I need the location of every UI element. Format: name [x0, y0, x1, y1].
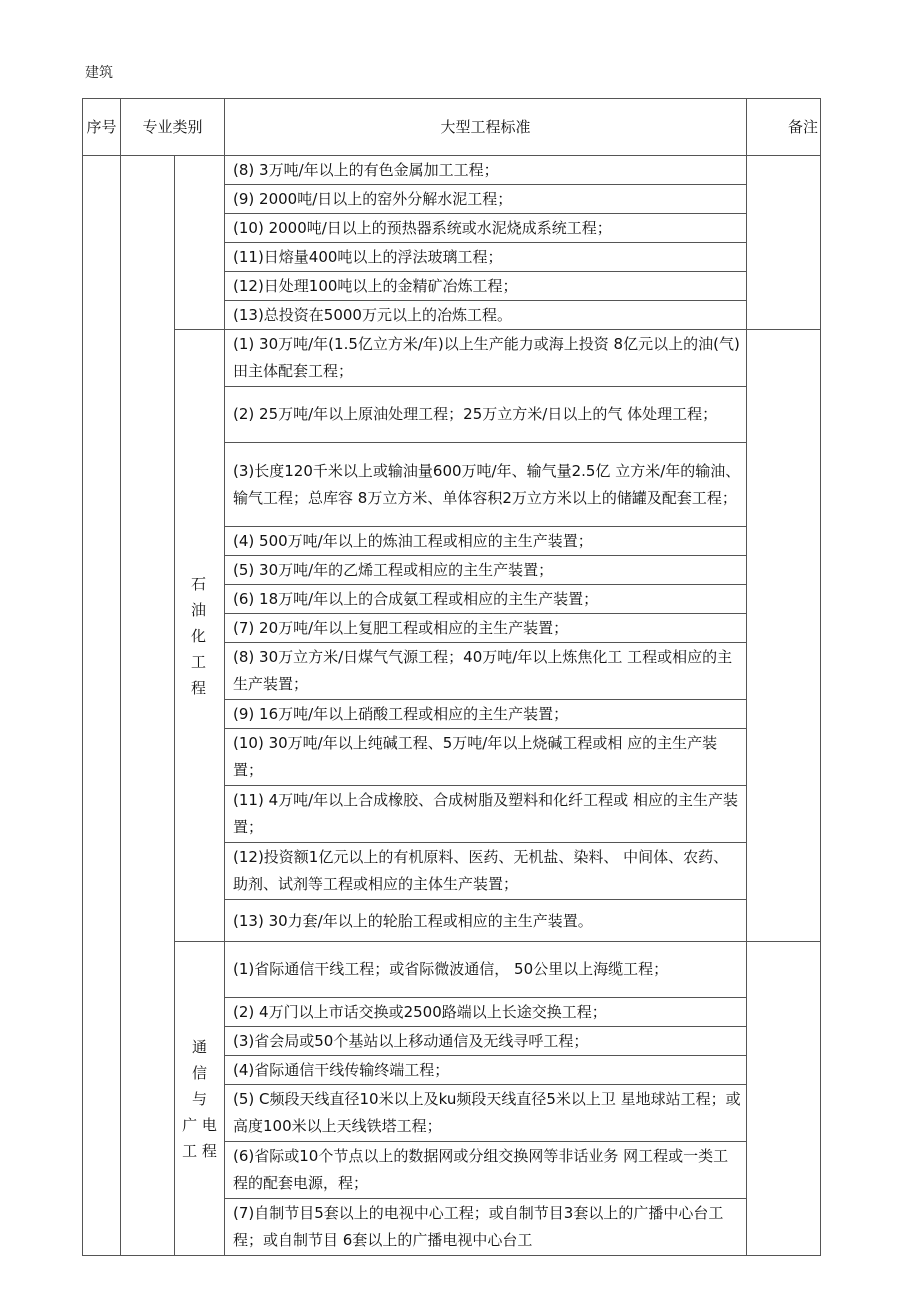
note-cell: [747, 156, 821, 330]
category-line: 广 电: [182, 1115, 217, 1134]
table-row: [83, 156, 821, 185]
seq-cell: [83, 156, 121, 1256]
category-line: 石油: [191, 574, 217, 619]
standard-item: (4)省际通信干线传输终端工程；: [225, 1056, 747, 1085]
column-header-standard: 大型工程标准: [225, 99, 747, 156]
standard-item: (9) 2000吨/日以上的窑外分解水泥工程；: [225, 185, 747, 214]
standard-item: (12)投资额1亿元以上的有机原料、医药、无机盐、染料、 中间体、农药、助剂、试剂等工程或相应的主体生产装置；: [225, 843, 747, 900]
standard-item: (7) 20万吨/年以上复肥工程或相应的主生产装置；: [225, 614, 747, 643]
standard-item: (7)自制节目5套以上的电视中心工程；或自制节目3套以上的广播中心台工程；或自制节目 6套以上的广播电视中心台工: [225, 1199, 747, 1256]
standard-item: (6) 18万吨/年以上的合成氨工程或相应的主生产装置；: [225, 585, 747, 614]
column-header-seq: 序号: [83, 99, 121, 156]
table-row: [83, 330, 821, 387]
note-cell: [747, 330, 821, 942]
engineering-standards-table: [82, 98, 821, 1256]
table-row: [83, 942, 821, 998]
category-line: 通: [192, 1037, 208, 1056]
category-sub-cell-metallurgy: [175, 156, 225, 330]
standard-item: (4) 500万吨/年以上的炼油工程或相应的主生产装置；: [225, 527, 747, 556]
category-line: 化工: [191, 626, 217, 671]
standard-item: (5) 30万吨/年的乙烯工程或相应的主生产装置；: [225, 556, 747, 585]
note-cell: [747, 942, 821, 1256]
category-line: 程: [191, 678, 217, 697]
category-line: 工 程: [182, 1141, 217, 1160]
category-sub-cell-petrochemical: [175, 330, 225, 942]
standard-item: (3)长度120千米以上或输油量600万吨/年、输气量2.5亿 立方米/年的输油、输气工程；总库容 8万立方米、单体容积2万立方米以上的储罐及配套工程；: [225, 443, 747, 527]
column-header-note: 备注: [747, 99, 821, 156]
category-sub-cell-telecom: [175, 942, 225, 1256]
standard-item: (10) 2000吨/日以上的预热器系统或水泥烧成系统工程；: [225, 214, 747, 243]
table-header-row: [83, 99, 821, 156]
category-main-cell: [121, 156, 175, 1256]
standard-item: (11) 4万吨/年以上合成橡胶、合成树脂及塑料和化纤工程或 相应的主生产装置；: [225, 786, 747, 843]
standard-item: (11)日熔量400吨以上的浮法玻璃工程；: [225, 243, 747, 272]
standard-item: (2) 4万门以上市话交换或2500路端以上长途交换工程；: [225, 998, 747, 1027]
standard-item: (10) 30万吨/年以上纯碱工程、5万吨/年以上烧碱工程或相 应的主生产装置；: [225, 729, 747, 786]
standard-item: (9) 16万吨/年以上硝酸工程或相应的主生产装置；: [225, 700, 747, 729]
standard-item: (3)省会局或50个基站以上移动通信及无线寻呼工程；: [225, 1027, 747, 1056]
standard-item: (13) 30力套/年以上的轮胎工程或相应的主生产装置。: [225, 900, 747, 942]
standard-item: (1) 30万吨/年(1.5亿立方米/年)以上生产能力或海上投资 8亿元以上的油(气)田主体配套工程；: [225, 330, 747, 387]
standard-item: (8) 30万立方米/日煤气气源工程；40万吨/年以上炼焦化工 工程或相应的主生产装置；: [225, 643, 747, 700]
category-line: 信: [192, 1063, 208, 1082]
standard-item: (12)日处理100吨以上的金精矿冶炼工程；: [225, 272, 747, 301]
standard-item: (13)总投资在5000万元以上的冶炼工程。: [225, 301, 747, 330]
standard-item: (6)省际或10个节点以上的数据网或分组交换网等非话业务 网工程或一类工程的配套电源，程；: [225, 1142, 747, 1199]
column-header-category: 专业类别: [121, 99, 225, 156]
standard-item: (8) 3万吨/年以上的有色金属加工工程；: [225, 156, 747, 185]
standard-item: (5) C频段天线直径10米以上及ku频段天线直径5米以上卫 星地球站工程；或高度100米以上天线铁塔工程；: [225, 1085, 747, 1142]
standard-item: (1)省际通信干线工程；或省际微波通信， 50公里以上海缆工程；: [225, 942, 747, 998]
standard-item: (2) 25万吨/年以上原油处理工程；25万立方米/日以上的气 体处理工程；: [225, 387, 747, 443]
category-line: 与: [192, 1089, 208, 1108]
header-label: 建筑: [85, 65, 113, 81]
